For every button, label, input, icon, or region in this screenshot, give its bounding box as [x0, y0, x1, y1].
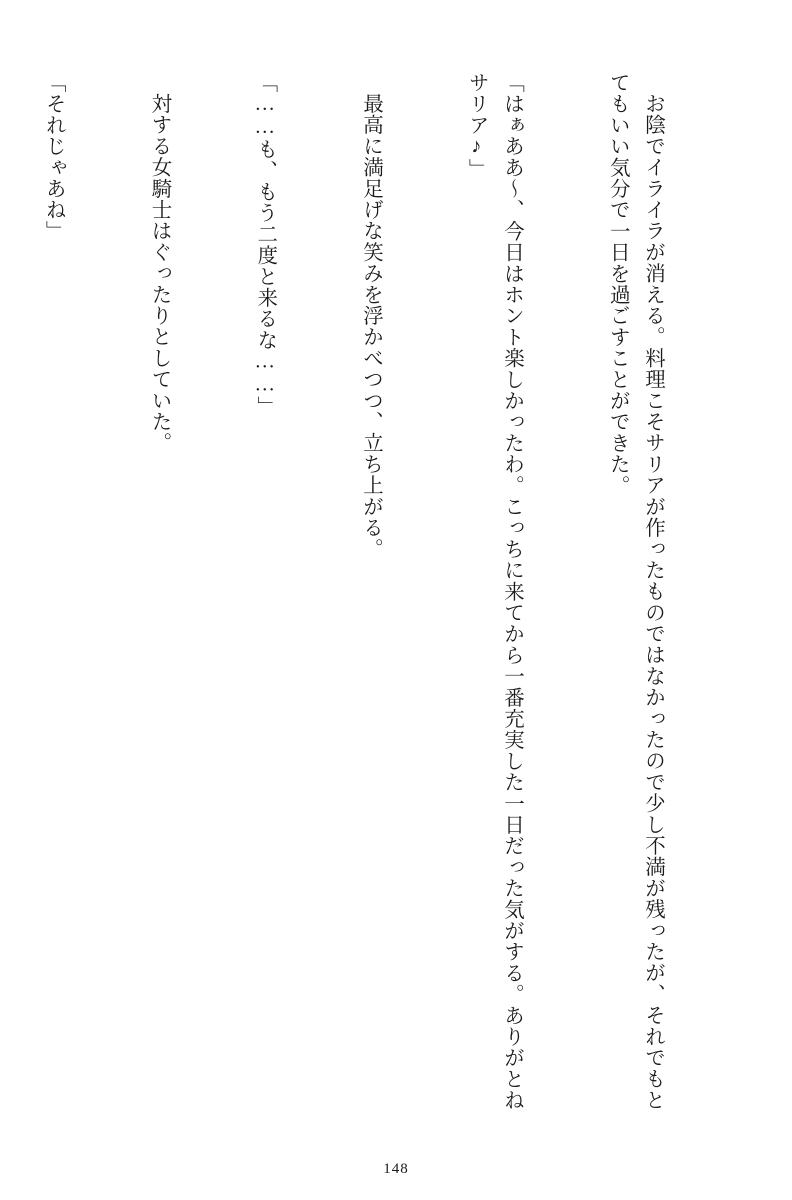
paragraph: 「それじゃあね」 — [42, 72, 65, 242]
paragraph: 対する女騎士はぐったりとしていた。 — [148, 92, 170, 453]
page-number: 148 — [383, 1161, 409, 1177]
paragraph: 「はぁああ～、今日はホント楽しかったわ。こっちに来てから一番充実した一日だった気がする。ありがとねサリア♪」 — [465, 72, 523, 1111]
paragraph: 最高に満足げな笑みを浮かべつつ、立ち上がる。 — [359, 92, 382, 559]
page-text-body — [42, 72, 740, 1130]
paragraph: お陰でイライラが消える。料理こそサリアが作ったものではなかったので少し不満が残ったが、それでもとてもいい気分で一日を過ごすことができた。 — [606, 72, 664, 1111]
paragraph: 「……も、もう二度と来るな……」 — [253, 72, 276, 418]
